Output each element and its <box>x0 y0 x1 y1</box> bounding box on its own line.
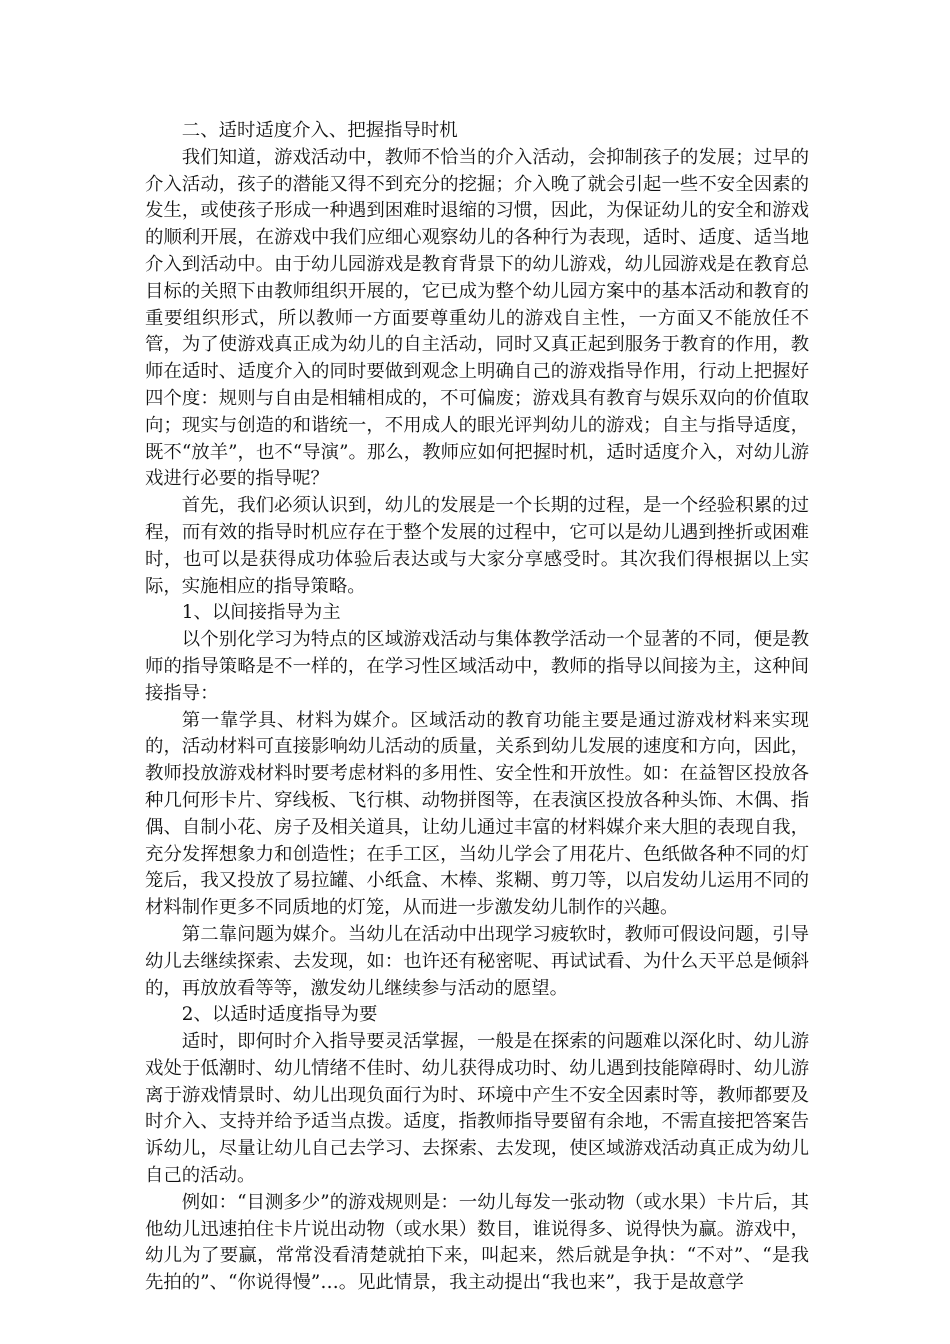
subheading-indirect-guidance: 1、以间接指导为主 <box>181 602 341 624</box>
paragraph-questions-medium: 第二靠问题为媒介。当幼儿在活动中出现学习疲软时，教师可假设问题，引导幼儿去继续探索、去发现，如：也许还有秘密呢、再试试看、为什么天平总是倾斜的，再放放看等等，激发幼儿继续参与活动的愿望。 <box>145 923 809 999</box>
section-heading: 二、适时适度介入、把握指导时机 <box>181 120 458 141</box>
document-body <box>145 118 809 1297</box>
paragraph-first-of-all: 首先，我们必须认识到，幼儿的发展是一个长期的过程，是一个经验积累的过程，而有效的指导时机应存在于整个发展的过程中，它可以是幼儿遇到挫折或困难时，也可以是获得成功体验后表达或与大家分享感受时。其次我们得根据以上实际，实施相应的指导策略。 <box>145 495 809 597</box>
paragraph-materials-medium: 第一靠学具、材料为媒介。区域活动的教育功能主要是通过游戏材料来实现的，活动材料可直接影响幼儿活动的质量，关系到幼儿发展的速度和方向，因此，教师投放游戏材料时要考虑材料的多用性、安全性和开放性。如：在益智区投放各种几何形卡片、穿线板、飞行棋、动物拼图等，在表演区投放各种头饰、木偶、指偶、自制小花、房子及相关道具，让幼儿通过丰富的材料媒介来大胆的表现自我，充分发挥想象力和创造性；在手工区，当幼儿学会了用花片、色纸做各种不同的灯笼后，我又投放了易拉罐、小纸盒、木棒、浆糊、剪刀等，以启发幼儿运用不同的材料制作更多不同质地的灯笼，从而进一步激发幼儿制作的兴趣。 <box>145 709 809 919</box>
paragraph-example-game: 例如：“目测多少”的游戏规则是：一幼儿每发一张动物（或水果）卡片后，其他幼儿迅速拍住卡片说出动物（或水果）数目，谁说得多、说得快为赢。游戏中，幼儿为了要赢，常常没看清楚就拍下来，叫起来，然后就是争执：“不对”、“是我先拍的”、“你说得慢”…。见此情景，我主动提出“我也来”，我于是故意学 <box>145 1191 809 1294</box>
subheading-timely-guidance: 2、以适时适度指导为要 <box>181 1004 378 1026</box>
paragraph-timely-moderate: 适时，即何时介入指导要灵活掌握，一般是在探索的问题难以深化时、幼儿游戏处于低潮时、幼儿情绪不佳时、幼儿获得成功时、幼儿遇到技能障碍时、幼儿游离于游戏情景时、幼儿出现负面行为时、环境中产生不安全因素时等，教师都要及时介入、支持并给予适当点拨。适度，指教师指导要留有余地，不需直接把答案告诉幼儿，尽量让幼儿自己去学习、去探索、去发现，使区域游戏活动真正成为幼儿自己的活动。 <box>145 1031 809 1187</box>
paragraph-individual-learning: 以个别化学习为特点的区域游戏活动与集体教学活动一个显著的不同，便是教师的指导策略是不一样的，在学习性区域活动中，教师的指导以间接为主，这种间接指导： <box>145 629 809 704</box>
paragraph-intro: 我们知道，游戏活动中，教师不恰当的介入活动，会抑制孩子的发展；过早的介入活动，孩子的潜能又得不到充分的挖掘；介入晚了就会引起一些不安全因素的发生，或使孩子形成一种遇到困难时退缩的习惯，因此，为保证幼儿的安全和游戏的顺利开展，在游戏中我们应细心观察幼儿的各种行为表现，适时、适度、适当地介入到活动中。由于幼儿园游戏是教育背景下的幼儿游戏，幼儿园游戏是在教育总目标的关照下由教师组织开展的，它已成为整个幼儿园方案中的基本活动和教育的重要组织形式，所以教师一方面要尊重幼儿的游戏自主性，一方面又不能放任不管，为了使游戏真正成为幼儿的自主活动，同时又真正起到服务于教育的作用，教师在适时、适度介入的同时要做到观念上明确自己的游戏指导作用，行动上把握好四个度：规则与自由是相辅相成的，不可偏废；游戏具有教育与娱乐双向的价值取向；现实与创造的和谐统一，不用成人的眼光评判幼儿的游戏；自主与指导适度，既不“放羊”，也不“导演”。那么，教师应如何把握时机，适时适度介入，对幼儿游戏进行必要的指导呢？ <box>145 146 809 490</box>
